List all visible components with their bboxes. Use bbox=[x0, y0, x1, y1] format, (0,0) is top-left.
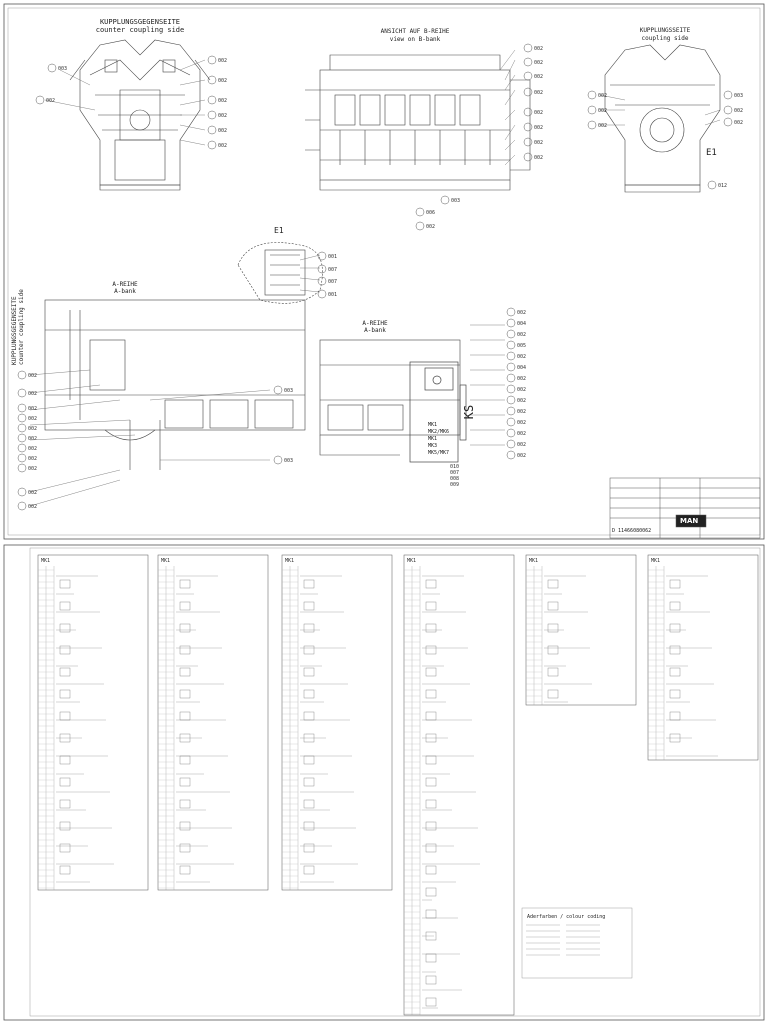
svg-text:002: 002 bbox=[734, 120, 744, 126]
callout-left-1 bbox=[36, 96, 55, 104]
svg-text:002: 002 bbox=[517, 431, 527, 437]
callout-right-6 bbox=[708, 181, 727, 189]
svg-text:002: 002 bbox=[28, 446, 38, 452]
bottom-sheet-frame bbox=[4, 545, 764, 1020]
mk-label-0: MK1 bbox=[428, 422, 438, 428]
callout-center-1 bbox=[524, 58, 543, 66]
engine-view-coupling bbox=[605, 45, 720, 192]
view-title-b-bank bbox=[370, 28, 460, 44]
title-de: A-REIHE bbox=[112, 281, 138, 288]
svg-text:002: 002 bbox=[534, 60, 544, 66]
callout-right-3 bbox=[724, 106, 743, 114]
panel-header-4: MK1 bbox=[529, 558, 539, 564]
panel-header-5: MK1 bbox=[651, 558, 661, 564]
svg-text:002: 002 bbox=[218, 78, 228, 84]
callout-right-5 bbox=[724, 91, 743, 99]
ks-label: KS bbox=[462, 404, 477, 420]
svg-text:002: 002 bbox=[517, 387, 527, 393]
callout-center-10 bbox=[416, 222, 435, 230]
callout-e1-2 bbox=[318, 277, 337, 285]
svg-text:012: 012 bbox=[718, 183, 728, 189]
svg-text:002: 002 bbox=[28, 490, 38, 496]
svg-text:002: 002 bbox=[218, 58, 228, 64]
callout-a-left-4 bbox=[18, 424, 37, 432]
legend-title: Aderfarben / colour coding bbox=[527, 914, 606, 920]
title-de: KUPPLUNGSGEGENSEITE bbox=[99, 18, 181, 26]
callout-center-8 bbox=[441, 196, 460, 204]
svg-text:002: 002 bbox=[28, 436, 38, 442]
svg-text:005: 005 bbox=[517, 343, 527, 349]
svg-text:003: 003 bbox=[451, 198, 461, 204]
svg-text:004: 004 bbox=[517, 365, 527, 371]
man-logo: MAN bbox=[680, 517, 699, 525]
mk-label-3: MK3 bbox=[428, 443, 438, 449]
e1-label-right: E1 bbox=[706, 148, 717, 158]
callout-e1-1 bbox=[318, 265, 337, 273]
callout-a-right-5 bbox=[507, 363, 526, 371]
svg-text:001: 001 bbox=[328, 292, 338, 298]
title-en: coupling side bbox=[641, 35, 689, 42]
callout-left-4 bbox=[208, 96, 227, 104]
svg-text:003: 003 bbox=[284, 388, 294, 394]
side-label-en: counter coupling side bbox=[18, 289, 25, 365]
svg-text:002: 002 bbox=[517, 420, 527, 426]
svg-text:004: 004 bbox=[517, 321, 527, 327]
callout-left-7 bbox=[208, 141, 227, 149]
svg-text:007: 007 bbox=[328, 267, 338, 273]
svg-text:002: 002 bbox=[517, 354, 527, 360]
ks-number-1: 007 bbox=[450, 470, 460, 476]
drawing-number: D 11466080062 bbox=[612, 528, 652, 534]
schematic-panels bbox=[38, 555, 758, 1015]
schematic-panel-0 bbox=[38, 555, 148, 890]
callout-a-right-4 bbox=[507, 352, 526, 360]
svg-text:002: 002 bbox=[598, 123, 608, 129]
view-title-a-bank-left bbox=[100, 281, 150, 295]
svg-text:002: 002 bbox=[28, 466, 38, 472]
svg-text:002: 002 bbox=[534, 46, 544, 52]
svg-text:007: 007 bbox=[328, 279, 338, 285]
svg-text:002: 002 bbox=[517, 332, 527, 338]
ks-number-3: 009 bbox=[450, 482, 460, 488]
callout-a-left-12 bbox=[274, 456, 293, 464]
svg-text:002: 002 bbox=[28, 426, 38, 432]
callout-e1-0 bbox=[318, 252, 337, 260]
callout-a-right-7 bbox=[507, 385, 526, 393]
svg-text:002: 002 bbox=[46, 98, 56, 104]
callout-a-left-0 bbox=[18, 371, 37, 379]
svg-text:002: 002 bbox=[598, 93, 608, 99]
svg-text:001: 001 bbox=[328, 254, 338, 260]
panel-header-1: MK1 bbox=[161, 558, 171, 564]
panel-header-2: MK1 bbox=[285, 558, 295, 564]
callout-center-3 bbox=[524, 88, 543, 96]
callout-center-4 bbox=[524, 108, 543, 116]
schematic-panel-4 bbox=[526, 555, 636, 705]
ks-number-0: 010 bbox=[450, 464, 460, 470]
mk-label-4: MK5/MK7 bbox=[428, 450, 450, 456]
callout-a-left-3 bbox=[18, 414, 37, 422]
title-de: A-REIHE bbox=[362, 320, 388, 327]
svg-text:002: 002 bbox=[426, 224, 436, 230]
svg-text:002: 002 bbox=[734, 108, 744, 114]
detail-e1-title: E1 bbox=[274, 226, 284, 235]
svg-text:002: 002 bbox=[28, 504, 38, 510]
callout-a-left-9 bbox=[18, 488, 37, 496]
svg-text:002: 002 bbox=[218, 128, 228, 134]
callout-a-left-8 bbox=[18, 464, 37, 472]
callout-a-right-13 bbox=[507, 451, 526, 459]
svg-text:002: 002 bbox=[517, 398, 527, 404]
ks-number-2: 008 bbox=[450, 476, 460, 482]
callout-a-right-12 bbox=[507, 440, 526, 448]
callout-a-left-7 bbox=[18, 454, 37, 462]
svg-text:002: 002 bbox=[517, 453, 527, 459]
title-de: KUPPLUNGSSEITE bbox=[639, 27, 691, 34]
callout-a-left-1 bbox=[18, 389, 37, 397]
callout-a-right-11 bbox=[507, 429, 526, 437]
schematic-panel-1 bbox=[158, 555, 268, 890]
svg-text:002: 002 bbox=[534, 140, 544, 146]
callout-left-3 bbox=[208, 76, 227, 84]
callout-right-2 bbox=[588, 121, 607, 129]
detail-e1-drawing bbox=[238, 243, 323, 304]
svg-text:002: 002 bbox=[534, 110, 544, 116]
engine-view-b-bank bbox=[305, 55, 530, 190]
callout-a-right-1 bbox=[507, 319, 526, 327]
callout-left-5 bbox=[208, 111, 227, 119]
svg-text:002: 002 bbox=[28, 456, 38, 462]
callout-center-9 bbox=[416, 208, 435, 216]
callout-right-4 bbox=[724, 118, 743, 126]
top-sheet-frame bbox=[4, 4, 764, 539]
svg-text:002: 002 bbox=[28, 391, 38, 397]
callout-center-2 bbox=[524, 72, 543, 80]
side-label-vertical bbox=[11, 285, 25, 365]
callout-a-right-8 bbox=[507, 396, 526, 404]
callout-center-0 bbox=[524, 44, 543, 52]
svg-text:002: 002 bbox=[28, 416, 38, 422]
title-en: A-bank bbox=[364, 327, 386, 334]
svg-text:006: 006 bbox=[426, 210, 436, 216]
view-title-counter-coupling bbox=[95, 18, 185, 34]
callout-a-right-2 bbox=[507, 330, 526, 338]
callout-a-left-6 bbox=[18, 444, 37, 452]
svg-text:002: 002 bbox=[534, 155, 544, 161]
callout-a-left-2 bbox=[18, 404, 37, 412]
mk-label-list bbox=[428, 422, 449, 457]
title-de: ANSICHT AUF B-REIHE bbox=[380, 28, 450, 35]
title-en: A-bank bbox=[114, 288, 136, 295]
svg-text:002: 002 bbox=[218, 98, 228, 104]
callout-left-0 bbox=[48, 64, 67, 72]
svg-text:003: 003 bbox=[284, 458, 294, 464]
callout-a-left-10 bbox=[18, 502, 37, 510]
svg-text:002: 002 bbox=[534, 74, 544, 80]
side-label-de: KUPPLUNGSGEGENSEITE bbox=[11, 296, 18, 365]
mk-label-2: MK1 bbox=[428, 436, 438, 442]
engine-view-a-bank-left bbox=[45, 300, 305, 470]
svg-text:002: 002 bbox=[517, 310, 527, 316]
svg-text:002: 002 bbox=[517, 442, 527, 448]
svg-text:002: 002 bbox=[534, 125, 544, 131]
callout-left-6 bbox=[208, 126, 227, 134]
callout-left-2 bbox=[208, 56, 227, 64]
callout-a-right-9 bbox=[507, 407, 526, 415]
callout-a-left-5 bbox=[18, 434, 37, 442]
svg-text:002: 002 bbox=[218, 143, 228, 149]
svg-text:003: 003 bbox=[58, 66, 68, 72]
callout-center-6 bbox=[524, 138, 543, 146]
callout-a-right-3 bbox=[507, 341, 526, 349]
svg-text:002: 002 bbox=[218, 113, 228, 119]
callout-center-5 bbox=[524, 123, 543, 131]
title-en: counter coupling side bbox=[95, 26, 185, 34]
callout-center-7 bbox=[524, 153, 543, 161]
view-title-a-bank-right bbox=[350, 320, 400, 334]
svg-text:002: 002 bbox=[517, 376, 527, 382]
panel-header-3: MK1 bbox=[407, 558, 417, 564]
mk-label-1: MK2/MK6 bbox=[428, 429, 450, 435]
schematic-panel-5 bbox=[648, 555, 758, 760]
schematic-panel-2 bbox=[282, 555, 392, 890]
svg-text:002: 002 bbox=[28, 406, 38, 412]
title-en: view on B-bank bbox=[389, 36, 441, 43]
svg-text:002: 002 bbox=[517, 409, 527, 415]
callout-a-left-11 bbox=[274, 386, 293, 394]
callout-right-0 bbox=[588, 91, 607, 99]
callout-a-right-6 bbox=[507, 374, 526, 382]
svg-text:003: 003 bbox=[734, 93, 744, 99]
svg-text:002: 002 bbox=[598, 108, 608, 114]
view-title-coupling bbox=[630, 27, 700, 43]
panel-header-0: MK1 bbox=[41, 558, 51, 564]
callout-e1-3 bbox=[318, 290, 337, 298]
svg-text:002: 002 bbox=[28, 373, 38, 379]
schematic-panel-3 bbox=[404, 555, 514, 1015]
callout-a-right-10 bbox=[507, 418, 526, 426]
callout-right-1 bbox=[588, 106, 607, 114]
svg-text:002: 002 bbox=[534, 90, 544, 96]
callout-a-right-0 bbox=[507, 308, 526, 316]
